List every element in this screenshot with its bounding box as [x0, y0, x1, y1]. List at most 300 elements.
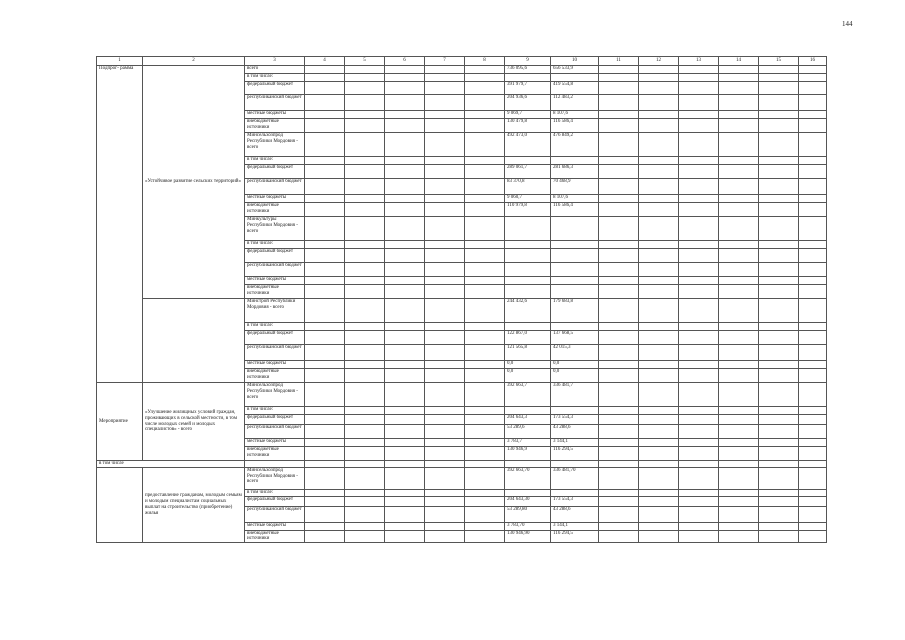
empty-cell [425, 241, 465, 249]
empty-cell [425, 203, 465, 217]
empty-cell [679, 323, 719, 331]
empty-cell [425, 439, 465, 447]
empty-cell [345, 323, 385, 331]
empty-cell [305, 217, 345, 241]
value-col10: 42 015,3 [551, 345, 599, 361]
empty-cell [719, 119, 759, 133]
empty-cell [799, 489, 827, 496]
empty-cell [305, 383, 345, 407]
header-cell: 6 [385, 57, 425, 66]
empty-cell [305, 95, 345, 111]
empty-cell [425, 345, 465, 361]
empty-cell [465, 496, 505, 506]
source-cell: республиканский бюджет [245, 506, 305, 522]
value-col9: 289 061,7 [505, 165, 551, 179]
table-row [97, 383, 827, 407]
value-col10: 179 683,8 [551, 299, 599, 323]
empty-cell [799, 447, 827, 461]
empty-cell [639, 369, 679, 383]
empty-cell [639, 82, 679, 95]
value-col10: 43 288,6 [551, 425, 599, 439]
source-cell: в том числе: [245, 323, 305, 331]
empty-cell [425, 496, 465, 506]
empty-cell [465, 119, 505, 133]
empty-cell [425, 82, 465, 95]
source-cell: федеральный бюджет [245, 331, 305, 345]
empty-cell [679, 345, 719, 361]
value-col10 [551, 263, 599, 277]
empty-cell [465, 383, 505, 407]
value-col9: 204 936,6 [505, 95, 551, 111]
empty-cell [759, 522, 799, 530]
empty-cell [719, 345, 759, 361]
empty-cell [465, 447, 505, 461]
empty-cell [799, 241, 827, 249]
source-cell: республиканский бюджет [245, 345, 305, 361]
empty-cell [345, 506, 385, 522]
empty-cell [465, 425, 505, 439]
value-col10: 336 481,70 [551, 467, 599, 489]
empty-cell [719, 277, 759, 285]
empty-cell [345, 179, 385, 195]
empty-cell [799, 133, 827, 157]
empty-cell [719, 241, 759, 249]
empty-cell [719, 285, 759, 299]
empty-cell [799, 111, 827, 119]
empty-cell [799, 195, 827, 203]
empty-cell [759, 361, 799, 369]
source-cell: Минсельхозпрод Республики Мордовия - всего [245, 133, 305, 157]
empty-cell [639, 530, 679, 543]
source-cell: внебюджетные источники [245, 119, 305, 133]
value-col10 [551, 249, 599, 263]
empty-cell [305, 439, 345, 447]
empty-cell [425, 489, 465, 496]
empty-cell [719, 95, 759, 111]
empty-cell [719, 369, 759, 383]
empty-cell [385, 82, 425, 95]
value-col9 [505, 157, 551, 165]
empty-cell [305, 369, 345, 383]
empty-cell [465, 203, 505, 217]
empty-cell [759, 82, 799, 95]
source-cell: федеральный бюджет [245, 415, 305, 425]
empty-cell [345, 361, 385, 369]
value-col10: 476 849,2 [551, 133, 599, 157]
empty-cell [599, 82, 639, 95]
empty-cell [599, 241, 639, 249]
empty-cell [639, 331, 679, 345]
empty-cell [639, 285, 679, 299]
value-col9: 9 060,7 [505, 195, 551, 203]
empty-cell [599, 345, 639, 361]
empty-cell [599, 369, 639, 383]
empty-cell [799, 249, 827, 263]
empty-cell [639, 522, 679, 530]
empty-cell [425, 157, 465, 165]
value-col10: 173 554,3 [551, 415, 599, 425]
empty-cell [345, 522, 385, 530]
empty-cell [305, 323, 345, 331]
empty-cell [385, 133, 425, 157]
empty-cell [385, 249, 425, 263]
empty-cell [465, 263, 505, 277]
empty-cell [305, 66, 345, 74]
empty-cell [305, 415, 345, 425]
empty-cell [759, 506, 799, 522]
empty-cell [639, 361, 679, 369]
empty-cell [385, 467, 425, 489]
source-cell: местные бюджеты [245, 195, 305, 203]
table-row [97, 461, 827, 468]
empty-cell [305, 179, 345, 195]
empty-cell [639, 489, 679, 496]
empty-cell [799, 407, 827, 415]
table-row [97, 467, 827, 489]
empty-cell [305, 461, 345, 468]
empty-cell [599, 383, 639, 407]
value-col10 [551, 407, 599, 415]
header-cell: 3 [245, 57, 305, 66]
empty-cell [599, 407, 639, 415]
source-cell: федеральный бюджет [245, 496, 305, 506]
empty-cell [385, 95, 425, 111]
source-cell: внебюджетные источники [245, 447, 305, 461]
empty-cell [425, 323, 465, 331]
empty-cell [599, 285, 639, 299]
empty-cell [799, 74, 827, 82]
empty-cell [799, 361, 827, 369]
empty-cell [719, 489, 759, 496]
empty-cell [385, 447, 425, 461]
empty-cell [305, 425, 345, 439]
value-col10: 116 294,5 [551, 447, 599, 461]
empty-cell [425, 165, 465, 179]
source-cell: федеральный бюджет [245, 249, 305, 263]
measure-label: Мероприятие [97, 383, 143, 461]
empty-cell [425, 369, 465, 383]
value-col10: 116 586,4 [551, 119, 599, 133]
empty-cell [385, 369, 425, 383]
source-cell: местные бюджеты [245, 111, 305, 119]
empty-cell [345, 195, 385, 203]
empty-cell [639, 157, 679, 165]
empty-cell [305, 299, 345, 323]
empty-cell [345, 133, 385, 157]
empty-cell [599, 263, 639, 277]
source-cell: внебюджетные источники [245, 285, 305, 299]
value-col10 [551, 217, 599, 241]
empty-cell [305, 522, 345, 530]
empty-cell [385, 345, 425, 361]
empty-cell [345, 263, 385, 277]
value-col9 [505, 461, 551, 468]
source-cell: Минкультуры Республики Мордовия - всего [245, 217, 305, 241]
empty-cell [759, 407, 799, 415]
empty-cell [639, 323, 679, 331]
empty-cell [719, 179, 759, 195]
empty-cell [799, 157, 827, 165]
empty-cell [385, 66, 425, 74]
empty-cell [759, 133, 799, 157]
empty-cell [599, 439, 639, 447]
empty-cell [385, 165, 425, 179]
empty-cell [759, 383, 799, 407]
value-col9 [505, 285, 551, 299]
empty-cell [799, 461, 827, 468]
empty-cell [305, 447, 345, 461]
table-row [97, 66, 827, 74]
empty-cell [385, 263, 425, 277]
empty-cell [465, 461, 505, 468]
empty-cell [465, 179, 505, 195]
empty-cell [759, 447, 799, 461]
empty-cell [639, 195, 679, 203]
value-col9 [505, 74, 551, 82]
empty-cell [385, 203, 425, 217]
empty-cell [799, 425, 827, 439]
empty-cell [759, 119, 799, 133]
empty-cell [639, 496, 679, 506]
empty-cell [799, 299, 827, 323]
empty-cell [639, 383, 679, 407]
empty-cell [639, 249, 679, 263]
value-col9 [505, 407, 551, 415]
empty-cell [719, 522, 759, 530]
empty-cell [305, 496, 345, 506]
empty-cell [599, 415, 639, 425]
empty-cell [465, 369, 505, 383]
empty-cell [345, 530, 385, 543]
value-col10 [551, 461, 599, 468]
empty-cell [345, 165, 385, 179]
empty-cell [345, 345, 385, 361]
header-cell: 11 [599, 57, 639, 66]
empty-cell [679, 285, 719, 299]
empty-cell [639, 95, 679, 111]
empty-cell [719, 439, 759, 447]
value-col9 [505, 489, 551, 496]
empty-cell [639, 179, 679, 195]
source-cell: Минсельхозпрод Республики Мордовия - всего [245, 467, 305, 489]
empty-cell [799, 263, 827, 277]
header-cell: 9 [505, 57, 551, 66]
budget-table [96, 56, 827, 543]
empty-cell [799, 530, 827, 543]
empty-cell [345, 369, 385, 383]
empty-cell [465, 439, 505, 447]
empty-cell [599, 331, 639, 345]
value-col10 [551, 241, 599, 249]
empty-cell [639, 461, 679, 468]
empty-cell [465, 95, 505, 111]
empty-cell [639, 119, 679, 133]
empty-cell [425, 95, 465, 111]
including-label: в том числе [97, 461, 245, 468]
header-cell: 10 [551, 57, 599, 66]
empty-cell [599, 425, 639, 439]
empty-cell [719, 447, 759, 461]
header-cell: 1 [97, 57, 143, 66]
empty-cell [345, 66, 385, 74]
empty-cell [799, 323, 827, 331]
value-col9: 391 979,7 [505, 82, 551, 95]
empty-cell [465, 323, 505, 331]
empty-cell [465, 285, 505, 299]
value-col9: 0,0 [505, 369, 551, 383]
value-col9: 392 663,70 [505, 467, 551, 489]
value-col10: 116 586,4 [551, 203, 599, 217]
empty-cell [345, 447, 385, 461]
value-col10: 8 107,6 [551, 111, 599, 119]
empty-cell [599, 119, 639, 133]
empty-cell [759, 323, 799, 331]
empty-cell [759, 345, 799, 361]
value-col9 [505, 241, 551, 249]
empty-cell [385, 506, 425, 522]
empty-cell [465, 345, 505, 361]
value-col9: 204 643,30 [505, 496, 551, 506]
value-col9: 9 069,7 [505, 111, 551, 119]
source-cell: внебюджетные источники [245, 203, 305, 217]
empty-cell [345, 331, 385, 345]
header-cell: 16 [799, 57, 827, 66]
empty-cell [465, 277, 505, 285]
empty-cell [719, 425, 759, 439]
empty-cell [639, 506, 679, 522]
empty-cell [305, 263, 345, 277]
empty-cell [799, 66, 827, 74]
empty-cell [679, 195, 719, 203]
empty-cell [599, 217, 639, 241]
empty-cell [679, 277, 719, 285]
empty-cell [465, 241, 505, 249]
empty-cell [639, 345, 679, 361]
empty-cell [305, 195, 345, 203]
source-cell: республиканский бюджет [245, 425, 305, 439]
header-cell: 15 [759, 57, 799, 66]
empty-cell [679, 361, 719, 369]
empty-cell [599, 133, 639, 157]
empty-cell [425, 383, 465, 407]
empty-cell [799, 496, 827, 506]
empty-cell [465, 361, 505, 369]
source-cell [245, 461, 305, 468]
empty-cell [719, 249, 759, 263]
uluch-label: «Улучшение жилищных условий граждан, проживающих в сельской местности, в том числе молодых семей и молодых специалистов» - всего [143, 383, 245, 461]
empty-cell [679, 203, 719, 217]
empty-cell [679, 407, 719, 415]
empty-cell [425, 407, 465, 415]
empty-cell [679, 217, 719, 241]
empty-cell [759, 179, 799, 195]
empty-cell [599, 447, 639, 461]
empty-cell [719, 263, 759, 277]
empty-cell [345, 249, 385, 263]
empty-cell [305, 331, 345, 345]
empty-cell [385, 530, 425, 543]
empty-cell [385, 415, 425, 425]
empty-cell [599, 467, 639, 489]
empty-cell [425, 179, 465, 195]
empty-cell [759, 285, 799, 299]
value-col9 [505, 323, 551, 331]
empty-cell [425, 277, 465, 285]
header-cell: 8 [465, 57, 505, 66]
empty-cell [639, 415, 679, 425]
empty-cell [719, 157, 759, 165]
empty-cell [719, 407, 759, 415]
empty-cell [679, 415, 719, 425]
empty-cell [799, 331, 827, 345]
empty-cell [599, 323, 639, 331]
empty-cell [679, 461, 719, 468]
empty-cell [425, 74, 465, 82]
empty-cell [425, 331, 465, 345]
empty-cell [425, 447, 465, 461]
empty-cell [385, 119, 425, 133]
source-cell: всего [245, 66, 305, 74]
empty-cell [759, 299, 799, 323]
empty-cell [759, 74, 799, 82]
source-cell: республиканский бюджет [245, 263, 305, 277]
empty-cell [465, 331, 505, 345]
empty-cell [799, 383, 827, 407]
empty-cell [759, 489, 799, 496]
empty-cell [599, 195, 639, 203]
empty-cell [759, 425, 799, 439]
empty-cell [799, 522, 827, 530]
empty-cell [305, 203, 345, 217]
empty-cell [425, 522, 465, 530]
empty-cell [679, 66, 719, 74]
empty-cell [759, 467, 799, 489]
empty-cell [425, 299, 465, 323]
empty-cell [679, 506, 719, 522]
empty-cell [799, 467, 827, 489]
empty-cell [385, 489, 425, 496]
empty-cell [759, 461, 799, 468]
empty-cell [465, 82, 505, 95]
value-col10: 173 554,3 [551, 496, 599, 506]
empty-cell [465, 506, 505, 522]
empty-cell [385, 439, 425, 447]
empty-cell [385, 461, 425, 468]
empty-cell [425, 249, 465, 263]
empty-cell [599, 157, 639, 165]
empty-cell [719, 383, 759, 407]
empty-cell [599, 489, 639, 496]
empty-cell [799, 165, 827, 179]
empty-cell [679, 82, 719, 95]
empty-cell [385, 383, 425, 407]
header-row [97, 57, 827, 66]
empty-cell [465, 530, 505, 543]
source-cell: в том числе: [245, 241, 305, 249]
empty-cell [385, 74, 425, 82]
empty-cell [719, 461, 759, 468]
empty-cell [465, 195, 505, 203]
value-col9 [505, 217, 551, 241]
empty-cell [465, 489, 505, 496]
empty-cell [143, 299, 245, 383]
value-col9: 130 946,9 [505, 447, 551, 461]
ustoi-label: «Устойчивое развитие сельских территорий» [143, 66, 245, 299]
empty-cell [679, 496, 719, 506]
empty-cell [759, 249, 799, 263]
empty-cell [345, 157, 385, 165]
empty-cell [305, 74, 345, 82]
